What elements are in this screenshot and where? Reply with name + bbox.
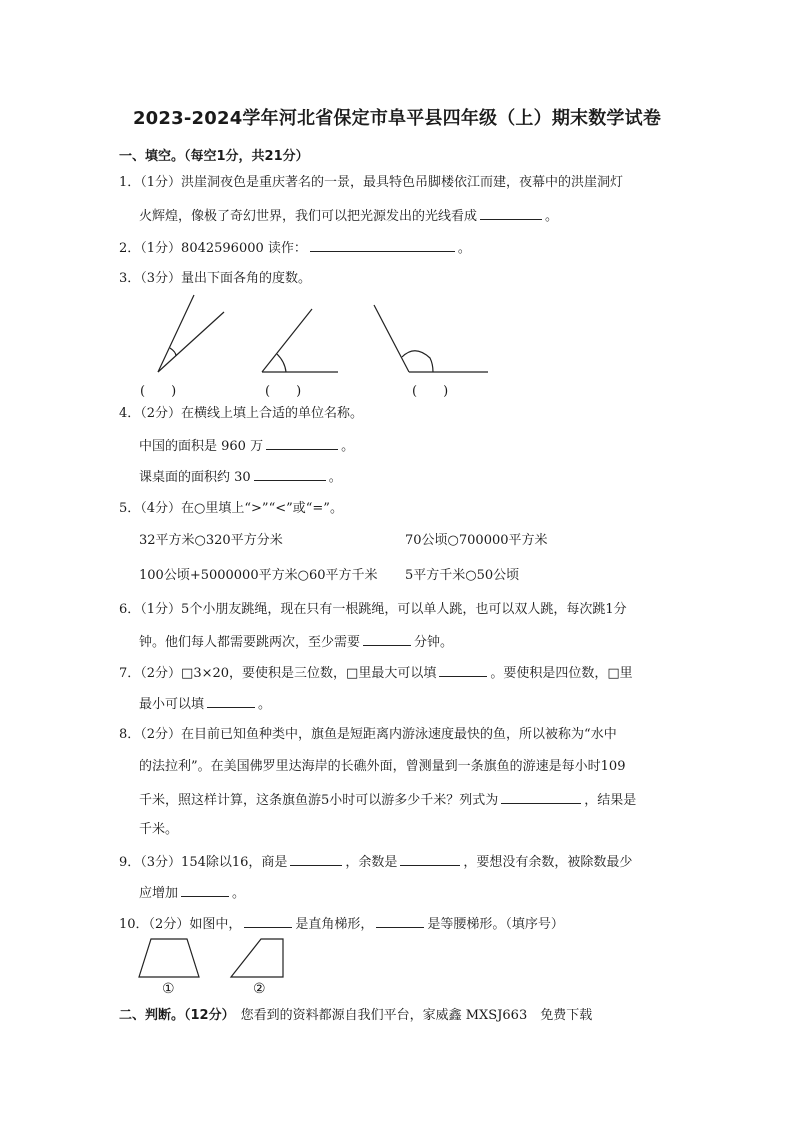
- q4-a-blank[interactable]: [266, 436, 338, 450]
- section-2-heading: [119, 1004, 592, 1023]
- angle-2: [262, 309, 338, 372]
- q4-text: 4．（2分）在横线上填上合适的单位名称。: [119, 406, 364, 421]
- q7-end: 。: [258, 697, 272, 712]
- q7-text-c: 最小可以填: [139, 697, 205, 712]
- q3-answer-paren-3[interactable]: ( ): [412, 384, 449, 399]
- q3-text: 3．（3分）量出下面各角的度数。: [119, 271, 312, 286]
- q8-text: 千米，照这样计算，这条旗鱼游5小时可以游多少千米？列式为: [139, 793, 499, 808]
- section-1-heading: 一、填空。（每空1分，共21分）: [119, 149, 309, 164]
- q4-a-text: 中国的面积是 960 万: [139, 439, 264, 454]
- q1-line2: [139, 206, 558, 226]
- q6-end: 分钟。: [414, 635, 454, 650]
- q9-blank-quotient[interactable]: [290, 852, 342, 866]
- q4-b-text: 课桌面的面积约 30: [139, 470, 251, 485]
- q6-text: 钟。他们每人都需要跳两次，至少需要: [139, 635, 361, 650]
- q9-text-a: 9．（3分）154除以16，商是: [119, 855, 288, 870]
- trapezoid-label-2: ②: [253, 981, 266, 997]
- q4-a-end: 。: [341, 439, 355, 454]
- q7-text-a: 7．（2分）□3×20，要使积是三位数，□里最大可以填: [119, 666, 437, 681]
- q8-line2: 的法拉利”。在美国佛罗里达海岸的长礁外面，曾测量到一条旗鱼的游速是每小时109: [139, 759, 626, 774]
- q5-text: 5．（4分）在○里填上“>”“<”或“=”。: [119, 501, 343, 516]
- q7-blank-1[interactable]: [439, 663, 487, 677]
- q2-end: 。: [457, 241, 471, 256]
- q1-answer-blank[interactable]: [480, 206, 542, 220]
- angle-3: [374, 305, 488, 372]
- q4-b-blank[interactable]: [254, 467, 326, 481]
- angle-figures: [130, 292, 500, 382]
- q3-answer-paren-1[interactable]: ( ): [140, 384, 177, 399]
- q1-text: 火辉煌，像极了奇幻世界，我们可以把光源发出的光线看成: [139, 209, 478, 224]
- trapezoid-2: [231, 939, 283, 977]
- q10-text-b: 是直角梯形，: [295, 917, 374, 932]
- q2-answer-blank[interactable]: [310, 238, 455, 252]
- q1-line1: 1．（1分）洪崖洞夜色是重庆著名的一景，最具特色吊脚楼依江而建，夜幕中的洪崖洞灯: [119, 175, 624, 190]
- q10-line: [119, 914, 564, 934]
- exam-title: 2023-2024学年河北省保定市阜平县四年级（上）期末数学试卷: [132, 108, 662, 129]
- q3-answer-paren-2[interactable]: ( ): [265, 384, 302, 399]
- q9-blank-remainder[interactable]: [400, 852, 460, 866]
- q6-line2: [139, 632, 453, 652]
- q6-line1: 6．（1分）5个小朋友跳绳，现在只有一根跳绳，可以单人跳，也可以双人跳，每次跳1分: [119, 602, 627, 617]
- q5-item-1: 32平方米○320平方分米: [139, 533, 283, 548]
- trapezoid-figures: [135, 936, 295, 982]
- section-2-note: 您看到的资料都源自我们平台，家威鑫 MXSJ663 免费下载: [240, 1008, 593, 1023]
- q8-text-b: ，结果是: [584, 793, 637, 808]
- q8-line3: [139, 790, 636, 810]
- q5-item-2: 70公顷○700000平方米: [405, 533, 548, 548]
- q4-line-b: [139, 467, 342, 487]
- q5-item-3: 100公顷+5000000平方米○60平方千米: [139, 568, 378, 583]
- trapezoid-label-1: ①: [162, 981, 175, 997]
- q9-end: 。: [232, 886, 246, 901]
- q9-line2: [139, 883, 245, 903]
- q7-blank-2[interactable]: [207, 694, 255, 708]
- q4-line-a: [139, 436, 354, 456]
- q6-answer-blank[interactable]: [363, 632, 411, 646]
- q8-line4: 千米。: [139, 822, 179, 837]
- q8-answer-blank[interactable]: [501, 790, 581, 804]
- q9-line1: [119, 852, 632, 872]
- q1-end: 。: [545, 209, 559, 224]
- q4-b-end: 。: [328, 470, 342, 485]
- q2-text: 2．（1分）8042596000 读作：: [119, 241, 307, 256]
- q2-line: [119, 238, 471, 258]
- q9-blank-increase[interactable]: [181, 883, 229, 897]
- trapezoid-1: [139, 939, 199, 977]
- q7-line2: [139, 694, 271, 714]
- angle-1: [158, 295, 224, 372]
- q10-blank-right-trapezoid[interactable]: [244, 914, 292, 928]
- section-2-title: 二、判断。（12分）: [119, 1008, 235, 1023]
- q9-text-c: ，要想没有余数，被除数最少: [463, 855, 633, 870]
- q5-item-4: 5平方千米○50公顷: [405, 568, 520, 583]
- q9-text-b: ，余数是: [345, 855, 398, 870]
- q9-text-d: 应增加: [139, 886, 179, 901]
- q10-text-a: 10．（2分）如图中，: [119, 917, 242, 932]
- q10-blank-isosceles-trapezoid[interactable]: [376, 914, 424, 928]
- q10-text-c: 是等腰梯形。（填序号）: [427, 917, 564, 932]
- q7-line1: [119, 663, 633, 683]
- q7-text-b: 。要使积是四位数，□里: [490, 666, 633, 681]
- q8-line1: 8．（2分）在目前已知鱼种类中，旗鱼是短距离内游泳速度最快的鱼，所以被称为“水中: [119, 727, 617, 742]
